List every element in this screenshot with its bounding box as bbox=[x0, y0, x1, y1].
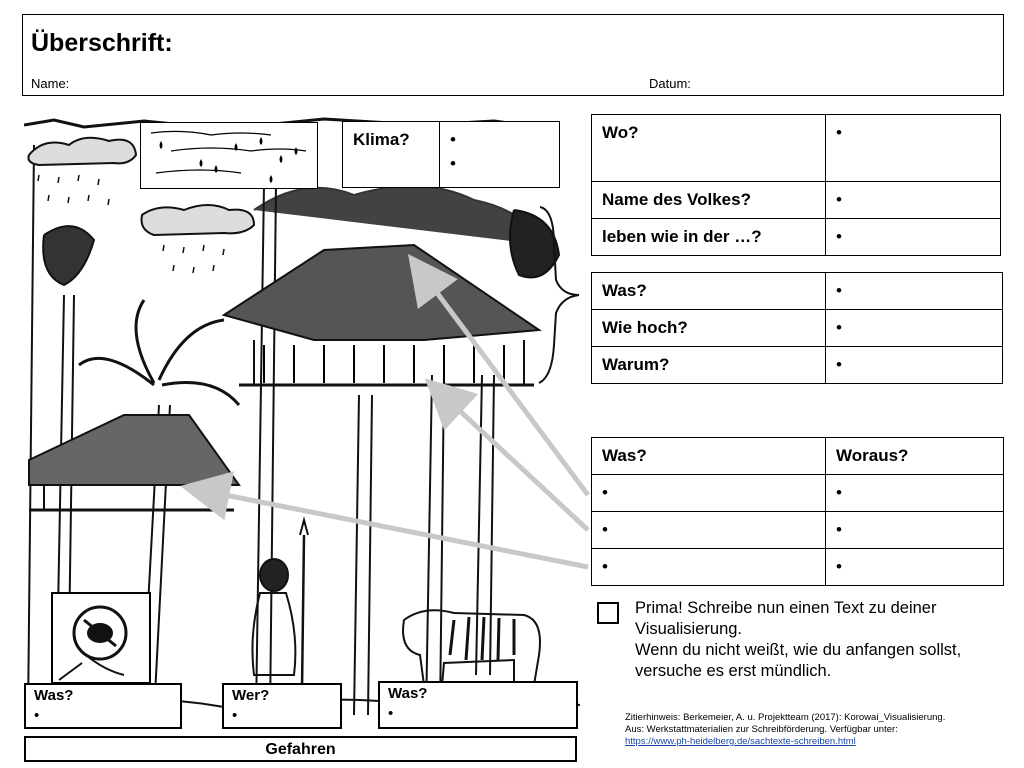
climate-bullet: • bbox=[450, 130, 456, 149]
danger-box-bullet: • bbox=[34, 707, 40, 724]
material-cell[interactable]: • bbox=[826, 512, 1004, 549]
weather-drawing bbox=[140, 122, 318, 189]
citation-line-1: Zitierhinweis: Berkemeier, A. u. Projektteam (2017): Korowai_Visualisierung. bbox=[625, 712, 946, 723]
material-table bbox=[591, 437, 1004, 586]
column-header-what: Was? bbox=[592, 438, 826, 475]
citation-link[interactable]: https://www.ph-heidelberg.de/sachtexte-schreiben.html bbox=[625, 736, 856, 747]
citation-line-2: Aus: Werkstattmaterialien zur Schreibförderung. Verfügbar unter: bbox=[625, 724, 898, 735]
material-cell[interactable]: • bbox=[592, 475, 826, 512]
danger-box-what-2[interactable] bbox=[378, 681, 578, 729]
row-question: leben wie in der …? bbox=[592, 219, 826, 256]
climate-bullet: • bbox=[450, 154, 456, 173]
material-cell[interactable]: • bbox=[826, 549, 1004, 586]
worksheet-header bbox=[22, 14, 1004, 96]
danger-box-who[interactable] bbox=[222, 683, 342, 729]
row-question: Name des Volkes? bbox=[592, 182, 826, 219]
climate-label: Klima? bbox=[343, 122, 440, 188]
instruction-note bbox=[635, 598, 1005, 682]
row-question: Warum? bbox=[592, 347, 826, 384]
danger-box-label: Was? bbox=[388, 685, 428, 702]
material-cell[interactable]: • bbox=[592, 512, 826, 549]
danger-box-label: Was? bbox=[34, 687, 74, 704]
row-answer[interactable]: • bbox=[826, 347, 1003, 384]
row-answer[interactable]: • bbox=[826, 182, 1001, 219]
house-table bbox=[591, 272, 1003, 384]
dangers-footer-label: Gefahren bbox=[265, 741, 336, 758]
danger-box-bullet: • bbox=[388, 705, 394, 722]
material-cell[interactable]: • bbox=[826, 475, 1004, 512]
climate-answer-cell[interactable] bbox=[440, 122, 560, 188]
row-answer[interactable]: • bbox=[826, 115, 1001, 182]
danger-box-label: Wer? bbox=[232, 687, 270, 704]
dangers-footer bbox=[24, 736, 577, 762]
climate-table bbox=[342, 121, 560, 188]
danger-box-bullet: • bbox=[232, 707, 238, 724]
material-cell[interactable]: • bbox=[592, 549, 826, 586]
danger-box-what-1[interactable] bbox=[24, 683, 182, 729]
worksheet-title: Überschrift: bbox=[31, 29, 173, 57]
done-checkbox[interactable] bbox=[597, 602, 619, 624]
row-answer[interactable]: • bbox=[826, 273, 1003, 310]
name-label: Name: bbox=[31, 76, 70, 91]
row-answer[interactable]: • bbox=[826, 310, 1003, 347]
citation bbox=[625, 712, 1015, 748]
row-question: Wo? bbox=[592, 115, 826, 182]
row-answer[interactable]: • bbox=[826, 219, 1001, 256]
row-question: Was? bbox=[592, 273, 826, 310]
row-question: Wie hoch? bbox=[592, 310, 826, 347]
column-header-material: Woraus? bbox=[826, 438, 1004, 475]
rainforest-treehouse-illustration bbox=[24, 115, 580, 735]
date-label: Datum: bbox=[649, 76, 691, 91]
note-line-1: Prima! Schreibe nun einen Text zu deiner Visualisierung. bbox=[635, 599, 937, 638]
location-table bbox=[591, 114, 1001, 256]
note-line-2: Wenn du nicht weißt, wie du anfangen sollst, versuche es erst mündlich. bbox=[635, 641, 962, 680]
